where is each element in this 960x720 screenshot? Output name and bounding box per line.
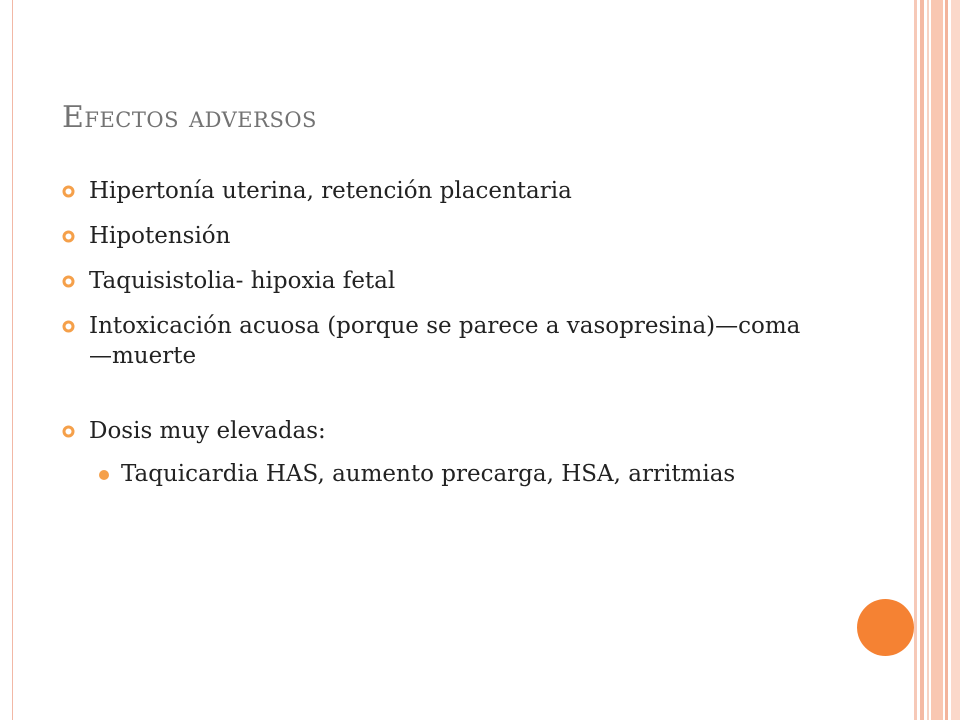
stripe xyxy=(920,0,924,720)
stripe xyxy=(951,0,960,720)
bullet-list xyxy=(62,176,822,489)
ring-bullet-icon xyxy=(62,275,75,288)
ring-bullet-icon xyxy=(62,185,75,198)
stripe xyxy=(945,0,948,720)
bullet-text: Dosis muy elevadas: xyxy=(89,418,326,444)
ring-bullet-icon xyxy=(62,230,75,243)
bullet-item xyxy=(62,311,822,371)
orange-circle-decoration xyxy=(857,599,914,656)
decorative-stripes xyxy=(914,0,960,720)
bullet-text: Taquisistolia- hipoxia fetal xyxy=(89,268,396,294)
sub-bullet-item xyxy=(62,459,822,489)
bullet-item xyxy=(62,416,822,446)
bullet-text: Hipertonía uterina, retención placentaria xyxy=(89,178,572,204)
bullet-item xyxy=(62,266,822,296)
bullet-text: Hipotensión xyxy=(89,223,231,249)
ring-bullet-icon xyxy=(62,320,75,333)
bullet-item xyxy=(62,221,822,251)
sub-bullet-text: Taquicardia HAS, aumento precarga, HSA, arritmias xyxy=(121,461,736,487)
ring-bullet-icon xyxy=(62,425,75,438)
stripe xyxy=(931,0,943,720)
left-frame-line xyxy=(12,0,13,720)
stripe xyxy=(927,0,929,720)
stripe xyxy=(914,0,917,720)
slide-title: Efectos adversos xyxy=(62,100,317,135)
bullet-text: Intoxicación acuosa (porque se parece a vasopresina)—coma—muerte xyxy=(89,313,801,369)
bullet-item xyxy=(62,176,822,206)
dot-bullet-icon xyxy=(99,470,109,480)
